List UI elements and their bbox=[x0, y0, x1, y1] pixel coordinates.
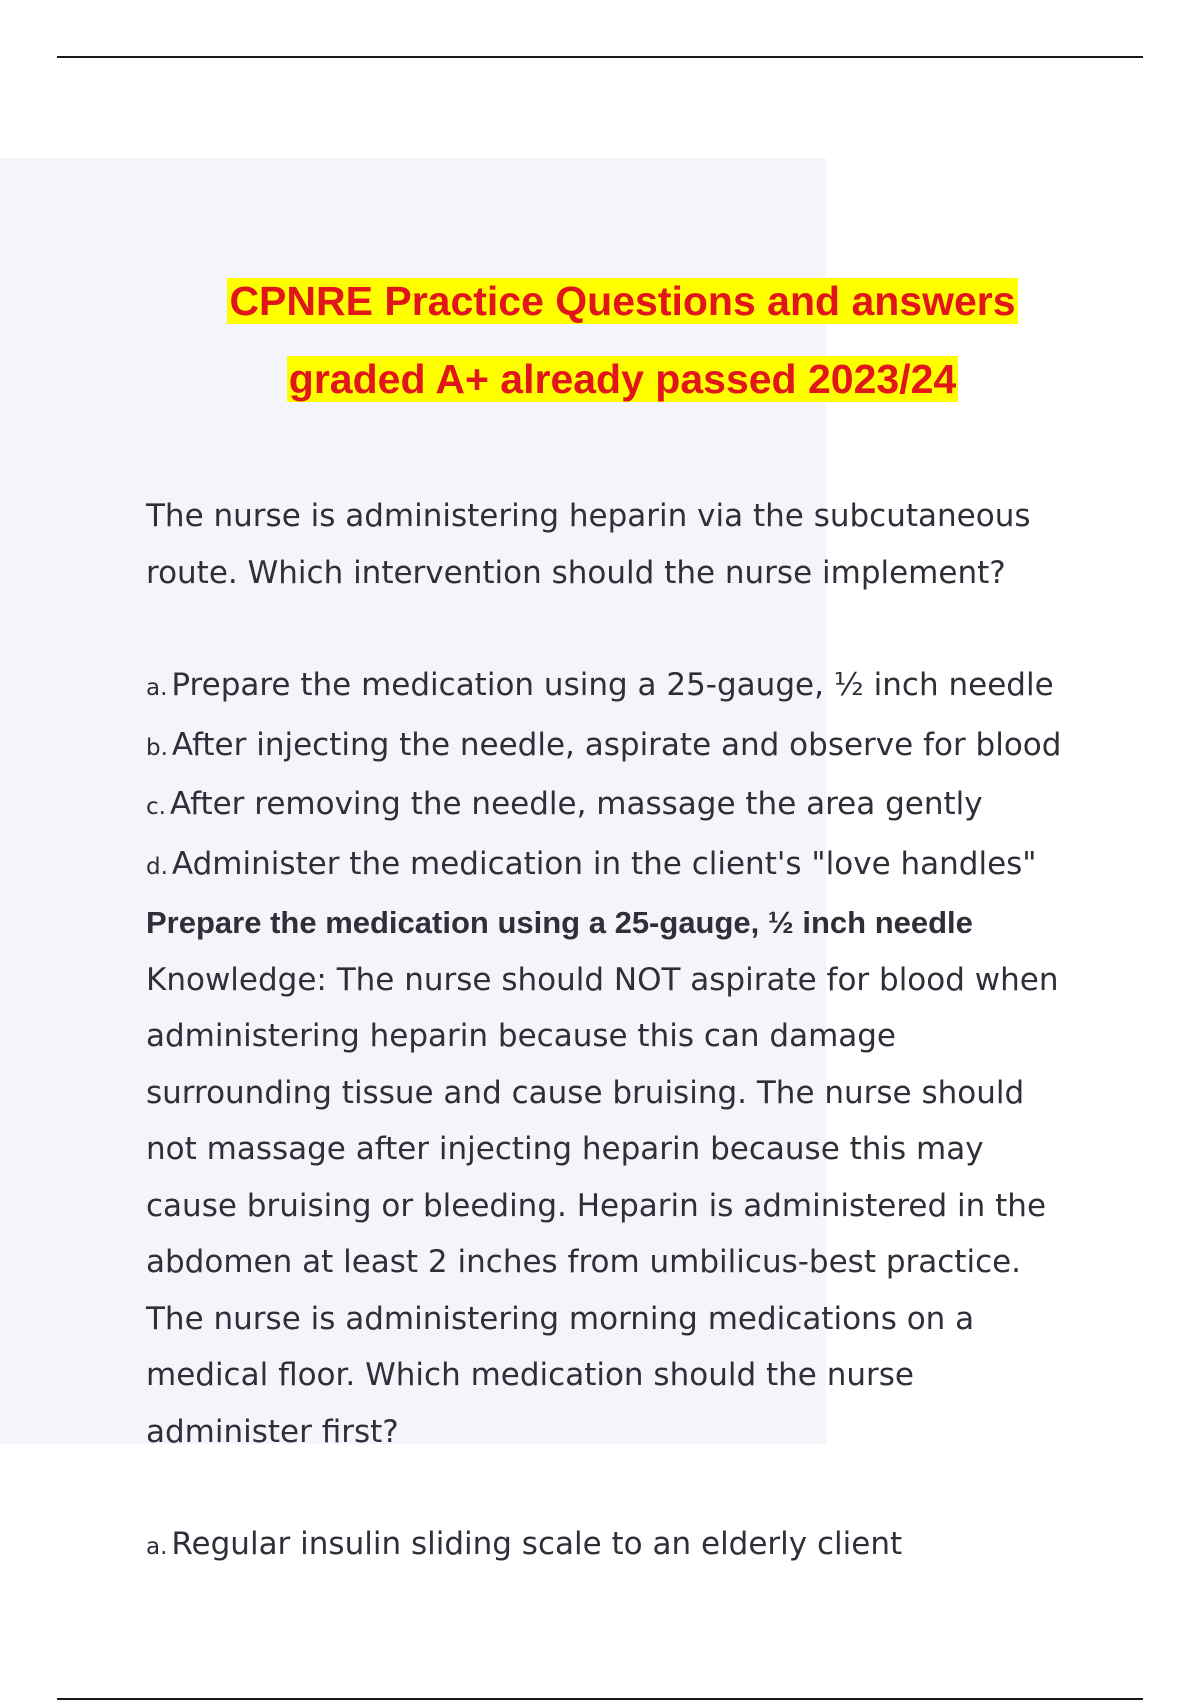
document-body bbox=[146, 488, 1146, 1576]
question-2-line: The nurse is administering morning medications on a bbox=[146, 1300, 975, 1337]
question-1-answer: Prepare the medication using a 25-gauge, ½ inch needle bbox=[146, 905, 973, 940]
title-line-2: graded A+ already passed 2023/24 bbox=[288, 356, 957, 402]
question-1-line-1: The nurse is administering heparin via the subcutaneous bbox=[146, 498, 1031, 534]
option-b: b. After injecting the needle, aspirate and observe for blood bbox=[146, 726, 1062, 763]
rationale-line: administering heparin because this can damage bbox=[146, 1018, 897, 1054]
rationale-line: surrounding tissue and cause bruising. The nurse should bbox=[146, 1074, 1025, 1111]
question-2-options bbox=[146, 1516, 1146, 1576]
title-line-1: CPNRE Practice Questions and answers bbox=[229, 278, 1016, 324]
question-1-line-2: route. Which intervention should the nurse implement? bbox=[146, 554, 1006, 591]
option-a: a. Prepare the medication using a 25-gauge, ½ inch needle bbox=[146, 667, 1054, 703]
option-a: a. Regular insulin sliding scale to an elderly client bbox=[146, 1526, 903, 1562]
rationale-line: cause bruising or bleeding. Heparin is administered in the bbox=[146, 1187, 1047, 1224]
option-c: c. After removing the needle, massage the area gently bbox=[146, 786, 983, 822]
rationale-line: Knowledge: The nurse should NOT aspirate for blood when bbox=[146, 961, 1059, 998]
document-title bbox=[0, 262, 1200, 418]
question-1-rationale bbox=[146, 952, 1146, 1291]
question-2-line: administer first? bbox=[146, 1413, 399, 1450]
rationale-line: not massage after injecting heparin because this may bbox=[146, 1131, 984, 1167]
question-2 bbox=[146, 1291, 1146, 1461]
rationale-line: abdomen at least 2 inches from umbilicus-best practice. bbox=[146, 1244, 1022, 1280]
top-rule bbox=[57, 56, 1143, 58]
question-2-line: medical floor. Which medication should the nurse bbox=[146, 1357, 914, 1393]
option-d: d. Administer the medication in the client's "love handles" bbox=[146, 845, 1037, 882]
question-1-options bbox=[146, 657, 1146, 895]
